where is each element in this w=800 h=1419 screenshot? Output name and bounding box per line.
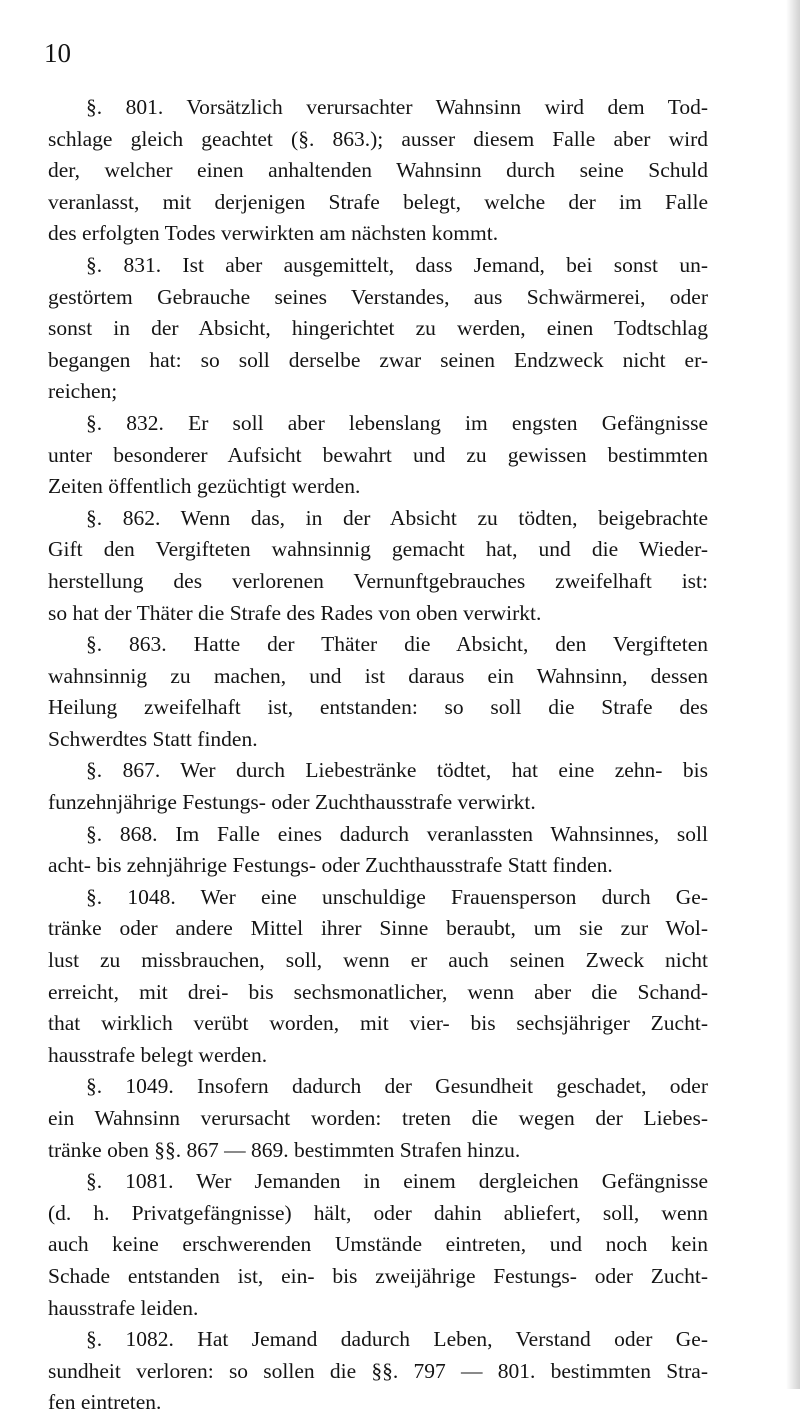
text-line: Schwerdtes Statt finden. bbox=[48, 726, 258, 751]
text-line: sundheit verloren: so sollen die §§. 797 — 801. bestimmten Stra- bbox=[48, 1358, 708, 1383]
text-line: §. 863. Hatte der Thäter die Absicht, den Vergifteten bbox=[86, 632, 708, 657]
text-line: §. 831. Ist aber ausgemittelt, dass Jemand, bei sonst un- bbox=[86, 252, 708, 277]
text-line: gestörtem Gebrauche seines Verstandes, aus Schwärmerei, oder bbox=[48, 284, 708, 309]
text-line: auch keine erschwerenden Umstände eintreten, und noch kein bbox=[48, 1232, 708, 1257]
text-line: §. 1049. Insofern dadurch der Gesundheit geschadet, oder bbox=[86, 1074, 708, 1099]
text-line: tränke oben §§. 867 — 869. bestimmten Strafen hinzu. bbox=[48, 1137, 521, 1162]
text-line: erreicht, mit drei- bis sechsmonatlicher, wenn aber die Schand- bbox=[48, 979, 708, 1004]
text-line: §. 1082. Hat Jemand dadurch Leben, Verstand oder Ge- bbox=[86, 1327, 708, 1352]
text-line: des erfolgten Todes verwirkten am nächsten kommt. bbox=[48, 221, 499, 246]
text-line: sonst in der Absicht, hingerichtet zu werden, einen Todtschlag bbox=[48, 316, 708, 341]
text-line: that wirklich verübt worden, mit vier- bis sechsjähriger Zucht- bbox=[48, 1011, 708, 1036]
text-line: (d. h. Privatgefängnisse) hält, oder dahin abliefert, soll, wenn bbox=[48, 1200, 708, 1225]
text-line: ein Wahnsinn verursacht worden: treten die wegen der Liebes- bbox=[48, 1106, 708, 1130]
text-line: schlage gleich geachtet (§. 863.); ausser diesem Falle aber wird bbox=[48, 126, 708, 151]
text-line: lust zu missbrauchen, soll, wenn er auch seinen Zweck nicht bbox=[48, 948, 708, 973]
text-line: Heilung zweifelhaft ist, entstanden: so soll die Strafe des bbox=[48, 695, 708, 720]
text-line: §. 867. Wer durch Liebestränke tödtet, hat eine zehn- bis bbox=[86, 758, 708, 783]
text-line: tränke oder andere Mittel ihrer Sinne beraubt, um sie zur Wol- bbox=[48, 916, 708, 941]
text-line: herstellung des verlorenen Vernunftgebrauches zweifelhaft ist: bbox=[48, 568, 708, 593]
body-text bbox=[48, 92, 708, 1419]
text-line: hausstrafe leiden. bbox=[48, 1295, 199, 1320]
text-line: acht- bis zehnjährige Festungs- oder Zuchthausstrafe Statt finden. bbox=[48, 853, 613, 878]
text-line: unter besonderer Aufsicht bewahrt und zu gewissen bestimmten bbox=[48, 442, 708, 467]
text-line: hausstrafe belegt werden. bbox=[48, 1042, 268, 1067]
page-edge-shadow bbox=[786, 0, 800, 1389]
text-line: §. 1048. Wer eine unschuldige Frauensperson durch Ge- bbox=[86, 884, 708, 909]
text-line: begangen hat: so soll derselbe zwar seinen Endzweck nicht er- bbox=[48, 347, 708, 372]
text-line: funzehnjährige Festungs- oder Zuchthausstrafe verwirkt. bbox=[48, 790, 536, 815]
text-line: wahnsinnig zu machen, und ist daraus ein Wahnsinn, dessen bbox=[48, 663, 708, 688]
text-line: §. 832. Er soll aber lebenslang im engsten Gefängnisse bbox=[86, 410, 708, 435]
text-line: §. 862. Wenn das, in der Absicht zu tödten, beigebrachte bbox=[86, 505, 708, 530]
text-line: reichen; bbox=[48, 379, 118, 404]
page-number: 10 bbox=[44, 38, 71, 68]
text-line: §. 1081. Wer Jemanden in einem dergleichen Gefängnisse bbox=[86, 1169, 708, 1194]
text-line: Gift den Vergifteten wahnsinnig gemacht hat, und die Wieder- bbox=[48, 537, 708, 562]
text-line: §. 801. Vorsätzlich verursachter Wahnsinn wird dem Tod- bbox=[86, 95, 708, 119]
text-line: der, welcher einen anhaltenden Wahnsinn durch seine Schuld bbox=[48, 158, 708, 183]
text-line: so hat der Thäter die Strafe des Rades von oben verwirkt. bbox=[48, 600, 542, 625]
text-line: Zeiten öffentlich gezüchtigt werden. bbox=[48, 474, 361, 499]
text-line: §. 868. Im Falle eines dadurch veranlassten Wahnsinnes, soll bbox=[86, 821, 708, 846]
text-line: veranlasst, mit derjenigen Strafe belegt, welche der im Falle bbox=[48, 189, 708, 214]
text-line: fen eintreten. bbox=[48, 1390, 162, 1415]
text-line: Schade entstanden ist, ein- bis zweijährige Festungs- oder Zucht- bbox=[48, 1263, 708, 1288]
